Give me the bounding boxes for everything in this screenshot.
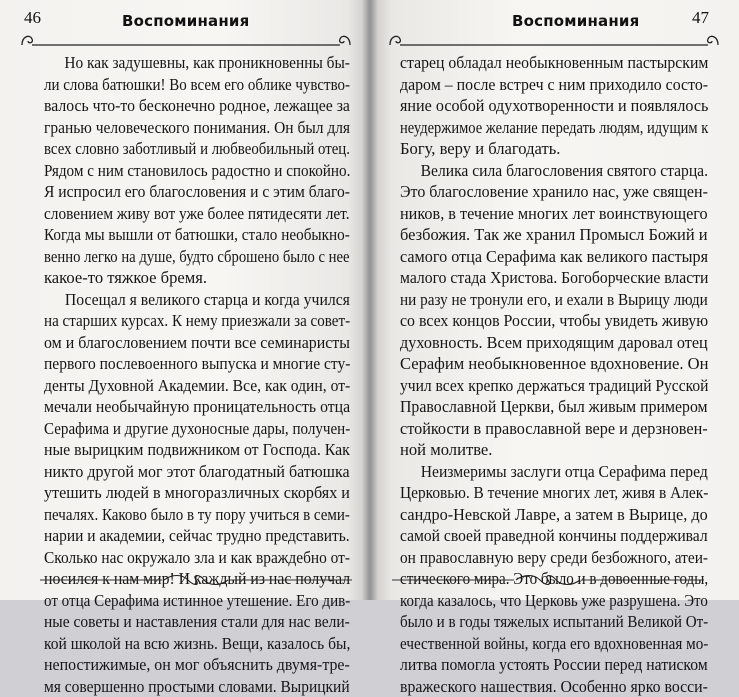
text-line: ли слова батюшки! Во всем его облике чувство-: [44, 74, 320, 96]
book-gutter: [362, 0, 378, 600]
text-line: утешить людей в многоразличных скорбях и: [44, 482, 341, 504]
text-line: учил всех крепко держаться традиций Русской: [400, 375, 688, 397]
text-line: Но как задушевны, как проникновенны бы-: [44, 52, 328, 74]
text-line: Это благословение хранило нас, уже священ-: [400, 181, 696, 203]
right-page: [370, 0, 739, 600]
text-line: литва помогла устоять России перед натиском: [400, 654, 691, 676]
text-line: всех словно заботливый и любвеобильный отец.: [44, 138, 318, 160]
text-line: печалях. Каково было в ту пору учиться в семи-: [44, 504, 320, 526]
text-line: от отца Серафима истинное утешение. Его див-: [44, 590, 322, 612]
text-line: Велика сила благословения святого старца.: [400, 160, 689, 182]
text-line: Рядом с ним становилось радостно и спокойно.: [44, 160, 324, 182]
text-line: валось что-то бесконечно родное, лежащее за: [44, 95, 335, 117]
text-line: Сколько нас окружало зла и как враждебно от-: [44, 547, 328, 569]
text-line: со всех концов России, чтобы увидеть живую: [400, 310, 695, 332]
text-line: яние особой одухотворенности и появлялось: [400, 95, 699, 117]
text-line: неудержимое желание передать людям, идущим к: [400, 117, 670, 139]
text-line: ной молитве.: [400, 439, 708, 461]
text-line: стойкости в православной вере и дерзновен-: [400, 418, 701, 440]
text-line: словением живу вот уже более пятидесяти лет.: [44, 203, 327, 225]
text-line: на старших курсах. К нему приезжали за совет-: [44, 310, 322, 332]
right-footer-ornament: [392, 572, 704, 588]
text-line: никто другой мог этот благодатный батюшка: [44, 461, 338, 483]
text-line: нарии и академии, сейчас трудно представить.: [44, 525, 329, 547]
text-line: какое-то тяжкое бремя.: [44, 267, 350, 289]
text-line: мечали необычайную проницательность отца: [44, 396, 335, 418]
left-footer-ornament: [40, 572, 352, 588]
left-running-head: Воспоминания: [122, 12, 249, 30]
text-line: Православной Церкви, был живым примером: [400, 396, 694, 418]
text-line: ом и благословением почти все семинаристы: [44, 332, 338, 354]
text-line: гранью человеческого понимания. Он был для: [44, 117, 329, 139]
text-line: мя совершенно простыми словами. Вырицкий: [44, 676, 329, 697]
text-line: первого послевоенного выпуска и многие сту-: [44, 353, 330, 375]
text-line: денты Духовной Академии. Все, как один, от-: [44, 375, 332, 397]
left-page-number: 46: [24, 8, 41, 28]
left-header-ornament: [18, 30, 354, 50]
text-line: ные советы и наставления стали для нас вели-: [44, 611, 330, 633]
text-line: стического мира. Это было и в довоенные годы,: [400, 568, 680, 590]
text-line: было и в годы тяжелых испытаний Великой От-: [400, 611, 680, 633]
text-line: ечественной войны, когда его вдохновенная мо-: [400, 633, 681, 655]
text-line: Когда мы вышли от батюшки, стало необыкно-: [44, 224, 324, 246]
text-line: кой школой на всю жизнь. Вещи, казалось бы,: [44, 633, 330, 655]
text-line: безбожия. Так же хранил Промысл Божий и: [400, 224, 705, 246]
right-running-head: Воспоминания: [512, 12, 639, 30]
text-line: Неизмеримы заслуги отца Серафима перед: [400, 461, 690, 483]
text-line: малого стада Христова. Богоборческие власти: [400, 267, 691, 289]
text-line: Посещал я великого старца и когда учился: [44, 289, 334, 311]
text-line: сандро-Невской Лавре, а затем в Вырице, до: [400, 504, 701, 526]
text-line: вражеского нашествия. Особенно ярко восси-: [400, 676, 694, 697]
text-line: Серафим необыкновенное вдохновение. Он: [400, 353, 707, 375]
text-line: Серафима и другие духоносные дары, получен-: [44, 418, 322, 440]
text-line: Богу, веру и благодать.: [400, 138, 708, 160]
text-line: он православную веру среди безбожного, атеи-: [400, 547, 685, 569]
text-line: непостижимые, он мог объяснить двумя-тре-: [44, 654, 338, 676]
right-header-ornament: [386, 30, 722, 50]
text-line: ников, в течение многих лет воинствующего: [400, 203, 701, 225]
text-line: самого отца Серафима как великого пастыря: [400, 246, 700, 268]
text-line: когда казалось, что Церковь уже разрушена. Это: [400, 590, 677, 612]
right-body-text: [400, 52, 708, 697]
text-line: даром – после встреч с ним приходило состо-: [400, 74, 695, 96]
text-line: Я испросил его благословения и с этим благо-: [44, 181, 331, 203]
left-page: [0, 0, 370, 600]
text-line: ные вырицким подвижником от Господа. Как: [44, 439, 337, 461]
text-line: Церковью. В течение многих лет, живя в Алек-: [400, 482, 686, 504]
text-line: ни разу не тронули его, и ехали в Вырицу люди: [400, 289, 682, 311]
text-line: самой своей праведной кончины поддерживал: [400, 525, 689, 547]
text-line: венно легко на душе, будто сброшено было с нее: [44, 246, 315, 268]
text-line: духовность. Всем приходящим даровал отец: [400, 332, 701, 354]
text-line: носился к нам мир! И каждый из нас получал: [44, 568, 335, 590]
right-page-number: 47: [692, 8, 709, 28]
text-line: старец обладал необыкновенным пастырским: [400, 52, 693, 74]
left-body-text: [44, 52, 350, 697]
